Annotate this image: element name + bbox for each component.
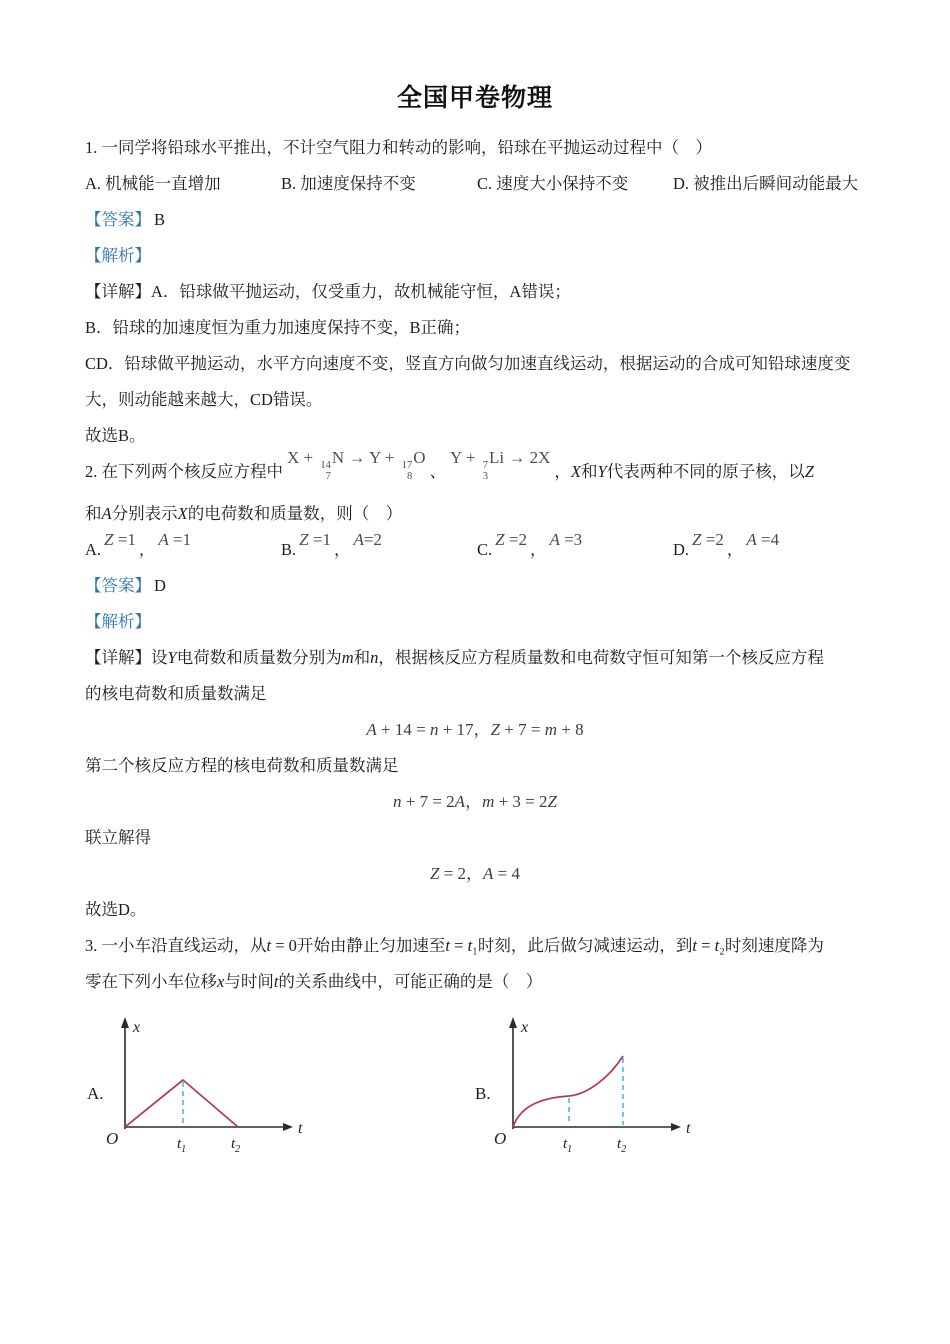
graph-b-plot [473,1012,713,1187]
question-3-stem-line1: 3. 一小车沿直线运动，从t = 0开始由静止匀加速至t = t₁时刻，此后做匀减速运动，到t = t₂时刻速度降为 [85,935,824,955]
q1-detail-2: B．铅球的加速度恒为重力加速度保持不变，B正确； [85,318,471,337]
x-axis-label: t [686,1119,691,1137]
q2-answer-line [85,568,865,604]
graph-a-letter: A. [87,1083,104,1103]
q2-formula-1: A + 14 = n + 17，Z + 7 = m + 8 [366,719,584,739]
nuclide-7-3: 7 3 [482,459,489,482]
origin-label: O [106,1128,119,1148]
q1-detail-1: 【详解】A．铅球做平抛运动，仅受重力，故机械能守恒，A错误； [85,282,571,301]
q1-option-d: D. 被推出后瞬间动能最大 [673,174,859,193]
answer-label: 【答案】 [85,210,151,229]
q1-answer-value: B [154,210,166,229]
q2-formula-2: n + 7 = 2A，m + 3 = 2Z [392,791,557,811]
y-axis-arrow-icon [121,1017,129,1028]
nuclide-14-7: 14 7 [320,459,331,482]
q1-option-b: B. 加速度保持不变 [281,174,416,193]
q2-detail-3: 第二个核反应方程的核电荷数和质量数满足 [85,755,399,775]
y-axis-arrow-icon [509,1017,517,1028]
tick-t1: $t_1$ [563,1135,573,1155]
q1-detail-3: CD．铅球做平抛运动，水平方向速度不变，竖直方向做匀加速直线运动，根据运动的合成可知铅球速度变 [85,354,851,373]
graph-a-plot [85,1012,325,1187]
equation-separator: 、 [429,462,447,481]
q2-option-c: C.Z =2，A =3 [477,529,583,559]
nuclear-equation-1: X + 14 7 N → Y + 17 8 O [287,448,426,482]
y-axis-label: x [521,1018,529,1036]
origin-label: O [494,1128,507,1148]
q2-stem-line2: 和A分别表示X的电荷数和质量数，则（ ） [85,503,403,523]
tick-t2: $t_2$ [231,1135,241,1155]
graph-b-letter: B. [475,1083,491,1103]
x-t-curve [125,1080,238,1127]
tick-t2: $t_2$ [617,1135,627,1155]
t-axis-arrow-icon [283,1123,293,1131]
q2-analysis-line [85,604,865,640]
q1-detail-5: 故选B。 [85,426,146,445]
q3-option-graphs [85,1012,865,1187]
q2-option-b: B.Z =1，A=2 [281,529,382,559]
q1-option-a: A. 机械能一直增加 [85,174,221,193]
q2-detail-5: 故选D。 [85,899,147,919]
question-1-options [85,166,865,202]
answer-label: 【答案】 [85,575,151,595]
q1-detail-4: 大，则动能越来越大，CD错误。 [85,390,323,409]
q2-option-d: D.Z =2，A =4 [673,529,780,559]
graph-option-a [85,1012,325,1187]
q1-option-c: C. 速度大小保持不变 [477,174,629,193]
q2-formula-3: Z = 2，A = 4 [429,863,521,883]
t-axis-arrow-icon [671,1123,681,1131]
q2-stem-suffix: ，X和Y代表两种不同的原子核，以Z [554,462,814,481]
q1-analysis-line [85,238,865,274]
question-2-options [85,529,865,568]
question-2-stem [85,448,865,496]
q2-option-a: A.Z =1，A =1 [85,529,192,559]
q2-answer-value: D [154,575,166,595]
question-1-stem: 1. 一同学将铅球水平推出，不计空气阻力和转动的影响，铅球在平抛运动过程中（ ） [85,138,712,157]
q1-answer-line [85,202,865,238]
q2-detail-1: 【详解】设Y电荷数和质量数分别为m和n，根据核反应方程质量数和电荷数守恒可知第一个核反应方程 [85,647,824,667]
graph-option-b [473,1012,713,1187]
nuclear-equation-2: Y + 7 3 Li → 2X [450,448,551,482]
question-3-stem-line2: 零在下列小车位移x与时间t的关系曲线中，可能正确的是（ ） [85,971,543,991]
nuclide-17-8: 17 8 [401,459,413,482]
q2-stem-prefix: 2. 在下列两个核反应方程中 [85,462,283,481]
analysis-label: 【解析】 [85,611,151,631]
q2-detail-2: 的核电荷数和质量数满足 [85,683,267,703]
tick-t1: $t_1$ [177,1135,187,1155]
page-title: 全国甲卷物理 [396,85,553,112]
x-t-curve [513,1056,623,1127]
q2-detail-4: 联立解得 [85,827,151,847]
analysis-label: 【解析】 [85,246,151,265]
y-axis-label: x [133,1018,141,1036]
x-axis-label: t [298,1119,303,1137]
